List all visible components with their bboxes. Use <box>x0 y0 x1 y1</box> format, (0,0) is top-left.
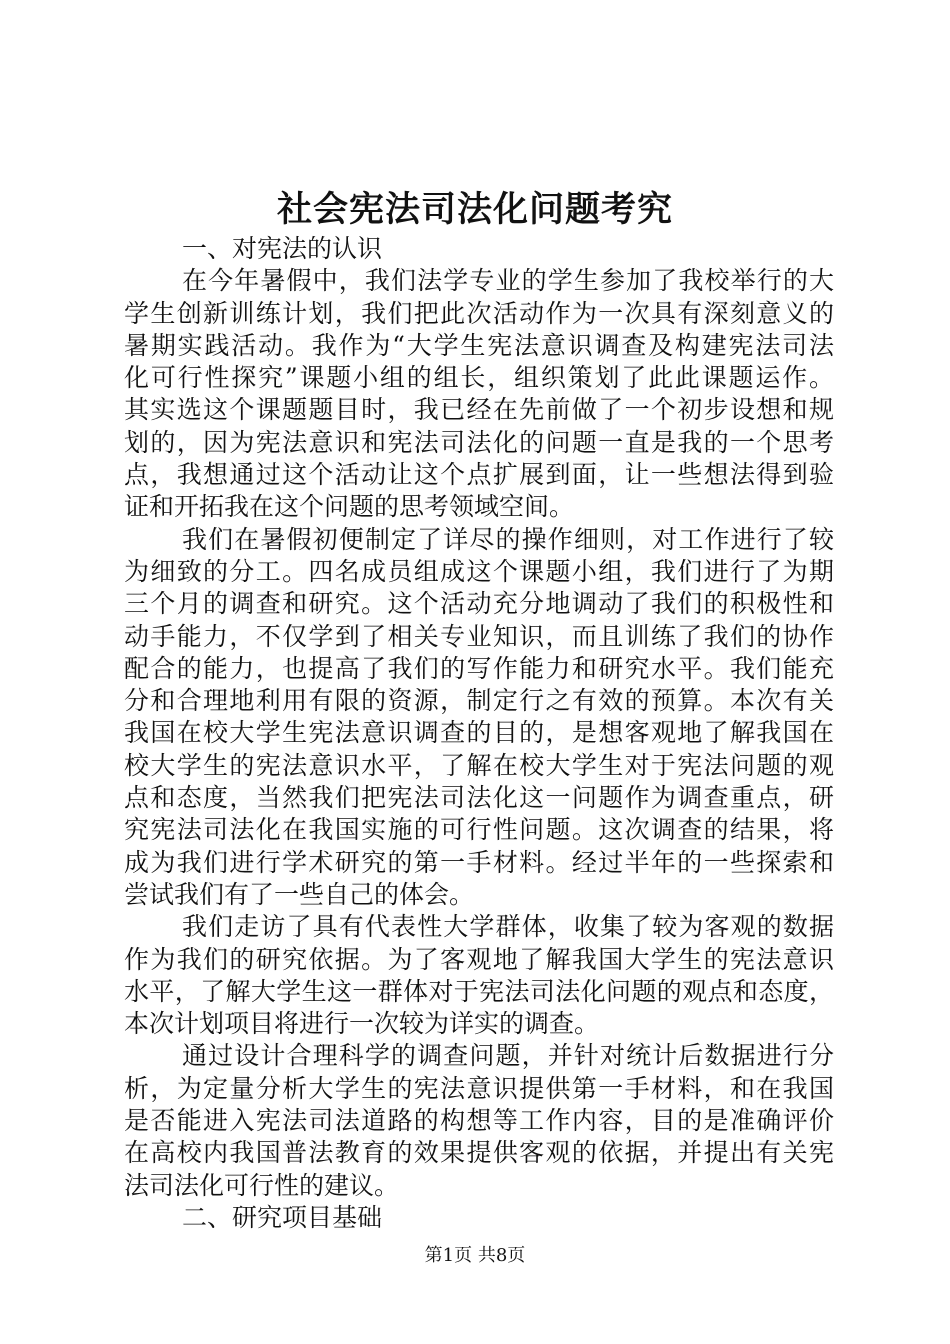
text-line: 配合的能力，也提高了我们的写作能力和研究水平。我们能充 <box>124 653 834 683</box>
text-line: 通过设计合理科学的调查问题，并针对统计后数据进行分 <box>182 1041 834 1071</box>
section-heading: 一、对宪法的认识 <box>182 234 383 263</box>
text-line: 尝试我们有了一些自己的体会。 <box>124 879 475 909</box>
document-title: 社会宪法司法化问题考究 <box>276 189 673 230</box>
text-line: 其实选这个课题题目时，我已经在先前做了一个初步设想和规 <box>124 395 834 425</box>
text-line: 我们走访了具有代表性大学群体，收集了较为客观的数据 <box>182 912 834 942</box>
text-line: 作为我们的研究依据。为了客观地了解我国大学生的宪法意识 <box>124 944 834 974</box>
text-line: 动手能力，不仅学到了相关专业知识，而且训练了我们的协作 <box>124 621 834 651</box>
text-line: 证和开拓我在这个问题的思考领域空间。 <box>124 492 575 522</box>
text-line: 划的，因为宪法意识和宪法司法化的问题一直是我的一个思考 <box>124 427 834 457</box>
text-line: 学生创新训练计划，我们把此次活动作为一次具有深刻意义的 <box>124 298 834 328</box>
section-heading: 二、研究项目基础 <box>182 1202 383 1232</box>
text-line: 我国在校大学生宪法意识调查的目的，是想客观地了解我国在 <box>124 718 834 748</box>
text-line: 我们在暑假初便制定了详尽的操作细则，对工作进行了较 <box>182 524 834 554</box>
text-line: 在今年暑假中，我们法学专业的学生参加了我校举行的大 <box>182 266 834 296</box>
text-line: 水平，了解大学生这一群体对于宪法司法化问题的观点和态度， <box>124 976 834 1006</box>
text-line: 暑期实践活动。我作为“大学生宪法意识调查及构建宪法司法 <box>124 330 834 360</box>
text-line: 法司法化可行性的建议。 <box>124 1170 400 1200</box>
text-line: 成为我们进行学术研究的第一手材料。经过半年的一些探索和 <box>124 847 834 877</box>
text-line: 为细致的分工。四名成员组成这个课题小组，我们进行了为期 <box>124 556 834 586</box>
text-line: 本次计划项目将进行一次较为详实的调查。 <box>124 1009 600 1039</box>
text-line: 析，为定量分析大学生的宪法意识提供第一手材料，和在我国 <box>124 1073 834 1103</box>
text-line: 校大学生的宪法意识水平，了解在校大学生对于宪法问题的观 <box>124 750 834 780</box>
text-line: 分和合理地利用有限的资源，制定行之有效的预算。本次有关 <box>124 686 834 716</box>
text-line: 化可行性探究”课题小组的组长，组织策划了此此课题运作。 <box>124 363 834 393</box>
text-line: 点，我想通过这个活动让这个点扩展到面，让一些想法得到验 <box>124 460 834 490</box>
text-line: 在高校内我国普法教育的效果提供客观的依据，并提出有关宪 <box>124 1138 834 1168</box>
text-line: 三个月的调查和研究。这个活动充分地调动了我们的积极性和 <box>124 589 834 619</box>
text-line: 点和态度，当然我们把宪法司法化这一问题作为调查重点，研 <box>124 783 834 813</box>
page-number-footer: 第1页 共8页 <box>424 1245 526 1266</box>
text-line: 究宪法司法化在我国实施的可行性问题。这次调查的结果，将 <box>124 815 834 845</box>
document-body <box>124 233 834 1234</box>
text-line: 是否能进入宪法司法道路的构想等工作内容，目的是准确评价 <box>124 1106 834 1136</box>
